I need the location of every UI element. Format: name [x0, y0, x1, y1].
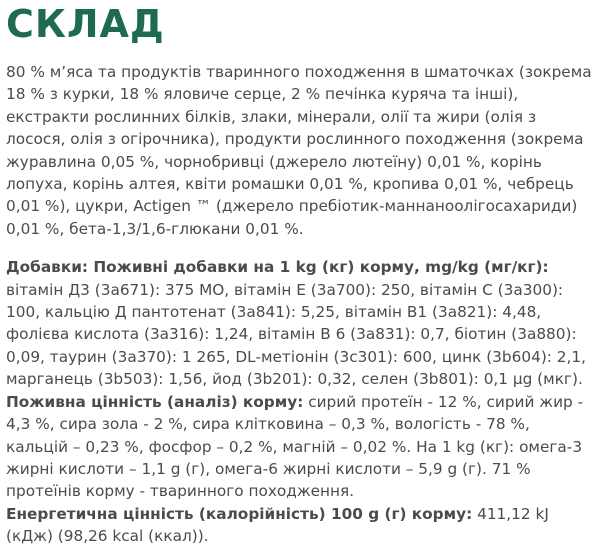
energy-paragraph: [6, 503, 594, 548]
additives-text: вітамін Д3 (3a671): 375 МО, вітамін Е (3a700): 250, вітамін С (3a300): 100, кальцію Д пантотенат (3a841): 5,25, вітамін В1 (3a821): 4,48, фолієва кислота (3a316): 1,24, вітамін В 6 (3a831): 0,7, біотин (3a880): 0,09, таурин (3a370): 1 265, DL-метіонін (3c301): 600, цинк (3b604): 2,1, марганець (3b503): 1,56, йод (3b201): 0,32, селен (3b801): 0,1 µg (мкг).: [6, 280, 586, 389]
composition-text: 80 % м’яса та продуктів тваринного походження в шматочках (зокрема 18 % з курки, 18 % яловиче серце, 2 % печінка куряча та інші), екстракти рослинних білків, злаки, мінерали, олії та жири (олія з лосося, олія з огірочника), продукти рослинного походження (зокрема журавлина 0,05 %, чорнобривці (джерело лютеїну) 0,01 %, корінь лопуха, корінь алтея, квіти ромашки 0,01 %, кропива 0,01 %, чебрець 0,01 %), цукри, Actigen ™ (джерело пребіотик-маннаноолігосахариди) 0,01 %, бета-1,3/1,6-глюкани 0,01 %.: [6, 63, 592, 238]
additives-paragraph: [6, 256, 594, 390]
analysis-text: сирий протеїн - 12 %, сирий жир - 4,3 %, сира зола - 2 %, сира клітковина – 0,3 %, вологість - 78 %, кальцій – 0,23 %, фосфор – 0,2 %, магній – 0,02 %. На 1 kg (кг): омега-3 жирні кислоти – 1,1 g (г), омега-6 жирні кислоти – 5,9 g (г). 71 % протеїнів корму - тваринного походження.: [6, 392, 584, 501]
analysis-label: Поживна цінність (аналіз) корму:: [6, 392, 304, 411]
nutrition-info: [6, 256, 594, 547]
additives-label: Добавки: Поживні добавки на 1 kg (кг) корму, mg/kg (мг/кг):: [6, 258, 549, 277]
section-title: СКЛАД: [6, 2, 165, 46]
energy-label: Енергетична цінність (калорійність) 100 g (г) корму:: [6, 504, 473, 523]
energy-text: 411,12 kJ (кДж) (98,26 kcal (ккал)).: [6, 504, 549, 546]
analysis-paragraph: [6, 391, 594, 503]
